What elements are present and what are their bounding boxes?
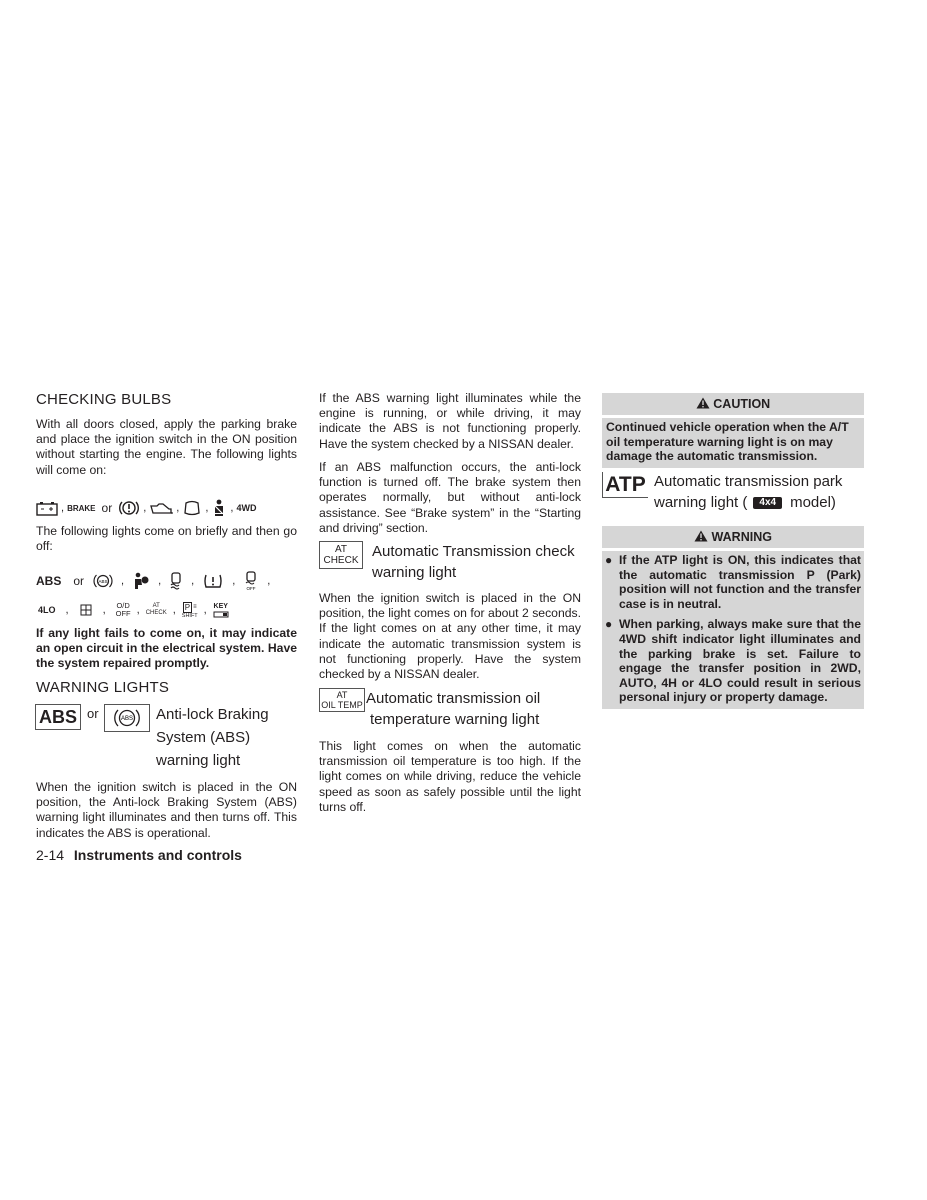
svg-text:OFF: OFF (246, 586, 256, 591)
oil-temp-line-1: AT (336, 690, 348, 700)
oil-temp-title (366, 688, 540, 730)
brake-warning-icon (118, 499, 140, 517)
abs-icon-box (35, 704, 81, 730)
paragraph-abs-illuminates: If the ABS warning light illuminates while the engine is running, or while driving, it may indicate the ABS is not functioning properly. Have the system checked by a NISSAN dealer. (319, 391, 581, 451)
atp-icon-label: ATP (605, 472, 646, 496)
tire-pressure-icon (202, 572, 224, 590)
caution-header (602, 393, 864, 415)
transfer-icon (79, 603, 93, 617)
icon-row-3: 4LO , , O/D OFF , AT CHECK , P ≡ SHIFT , KEY (38, 601, 228, 619)
page-footer (36, 847, 242, 863)
paragraph-oil-temp: This light comes on when the automatic transmission oil temperature is too high. If the light comes on while driving, reduce the vehicle speed as soon as safely possible until the light turns off. (319, 739, 581, 814)
atp-title-line-1: Automatic transmission park (654, 473, 843, 490)
oil-temp-icon (319, 688, 365, 712)
shift-label: SHIFT (181, 612, 198, 619)
oil-pressure-icon (149, 501, 173, 515)
at-small-label: AT (152, 603, 160, 609)
oil-temp-title-line-2: temperature warning light (370, 711, 540, 728)
caution-title: CAUTION (713, 397, 771, 411)
abs-circle-box (104, 704, 150, 732)
abs-title-line-1: Anti-lock Braking (156, 706, 269, 723)
od-label: O/D (116, 601, 130, 610)
warning-box (602, 526, 864, 709)
atp-title-line-2b: model) (790, 494, 836, 511)
oil-temp-line-2: OIL TEMP (321, 700, 363, 710)
atp-title-line-2a: warning light ( (654, 494, 748, 511)
od-off-label: OFF (115, 609, 131, 618)
oil-temp-title-line-1: Automatic transmission oil (366, 690, 541, 707)
or-label-2: or (73, 574, 85, 588)
od-off-icon (116, 602, 131, 618)
charge-warning-icon (182, 500, 202, 516)
check-small-label: CHECK (145, 610, 167, 616)
at-check-line-1: AT (334, 544, 348, 555)
icon-row-1: , BRAKE or , , , , 4WD (36, 497, 298, 519)
warning-title: WARNING (711, 530, 772, 544)
warning-body (602, 551, 864, 709)
abs-title-line-3: warning light (156, 752, 241, 769)
svg-text:ABS: ABS (98, 578, 108, 584)
4lo-text-icon: 4LO (38, 605, 56, 615)
abs-circle-icon (93, 572, 113, 590)
caution-box (602, 393, 864, 468)
section-title: Instruments and controls (73, 847, 242, 863)
paragraph-brief: The following lights come on briefly and then go off: (36, 524, 297, 554)
abs-circle-large-icon (112, 706, 142, 730)
at-check-title (372, 541, 575, 583)
warning-bullet-text: If the ATP light is ON, this indicates that the automatic transmission P (Park) position will not function and the transfer case is in neutral. (619, 553, 861, 611)
paragraph-abs-malfunction: If an ABS malfunction occurs, the anti-lock function is turned off. The brake system then operates normally, but without anti-lock assistance. See “Brake system” in the “Starting and driving” section. (319, 460, 581, 535)
heading-checking-bulbs: CHECKING BULBS (36, 391, 172, 408)
slip-off-icon (243, 571, 259, 591)
4x4-badge-label: 4x4 (759, 496, 777, 508)
paragraph-at-check: When the ignition switch is placed in the ON position, the light comes on for about 2 seconds. If the light comes on at any other time, it may indicate the automatic transmission system is not functioning properly. Have the system checked by a NISSAN dealer. (319, 591, 581, 682)
atp-icon-box (602, 472, 648, 498)
slip-icon (169, 572, 183, 590)
at-check-icon (319, 541, 363, 569)
key-icon (213, 603, 229, 618)
seat-belt-icon (211, 499, 227, 517)
brake-text-icon: BRAKE (67, 503, 96, 513)
4wd-text-icon: 4WD (236, 503, 257, 513)
abs-or-label: or (87, 706, 99, 721)
warning-bullet-text: When parking, always make sure that the 4WD shift indicator light illuminates and the parking brake is set. Failure to engage the transfer position in 2WD, AUTO, 4H or 4LO could result in serious personal injury or property damage. (619, 617, 861, 705)
atp-title-line-2 (654, 492, 842, 513)
abs-title-line-2: System (ABS) (156, 729, 251, 746)
paragraph-checking-bulbs: With all doors closed, apply the parking brake and place the ignition switch in the ON position without starting the engine. The following lights will come on: (36, 417, 297, 477)
abs-title (156, 703, 269, 772)
warning-triangle-icon (696, 397, 710, 409)
icon-row-2: ABS or ABS , , , , OFF , (36, 570, 298, 592)
paragraph-abs: When the ignition switch is placed in the ON position, the Anti-lock Braking System (ABS) warning light illuminates and then turns off. This indicates the ABS is operational. (36, 780, 297, 840)
abs-icon-label: ABS (38, 706, 77, 727)
p-shift-icon: P ≡ SHIFT (181, 602, 198, 619)
airbag-icon (132, 572, 150, 590)
heading-warning-lights: WARNING LIGHTS (36, 679, 170, 696)
4x4-badge-icon (753, 497, 782, 509)
battery-icon (36, 500, 58, 516)
warning-bullet (605, 553, 861, 611)
page-number: 2-14 (36, 847, 65, 863)
warning-header (602, 526, 864, 548)
warning-triangle-icon-2 (694, 530, 708, 542)
at-check-line-2: CHECK (323, 555, 359, 566)
svg-text:ABS: ABS (120, 716, 134, 723)
warning-bullet (605, 617, 861, 705)
paragraph-fail-warning: If any light fails to come on, it may indicate an open circuit in the electrical system. Have the system repaired promptly. (36, 626, 297, 671)
at-check-title-line-1: Automatic Transmission check (372, 543, 575, 560)
or-label: or (101, 501, 113, 515)
at-check-title-line-2: warning light (372, 564, 457, 581)
key-label: KEY (213, 602, 228, 610)
abs-text-icon: ABS (36, 574, 62, 588)
caution-text: Continued vehicle operation when the A/T oil temperature warning light is on may damage the automatic transmission. (602, 418, 864, 468)
at-check-small-icon (146, 603, 167, 617)
atp-title (654, 471, 842, 513)
bullet-dot-icon: ● (605, 617, 613, 632)
bullet-dot-icon: ● (605, 553, 613, 567)
